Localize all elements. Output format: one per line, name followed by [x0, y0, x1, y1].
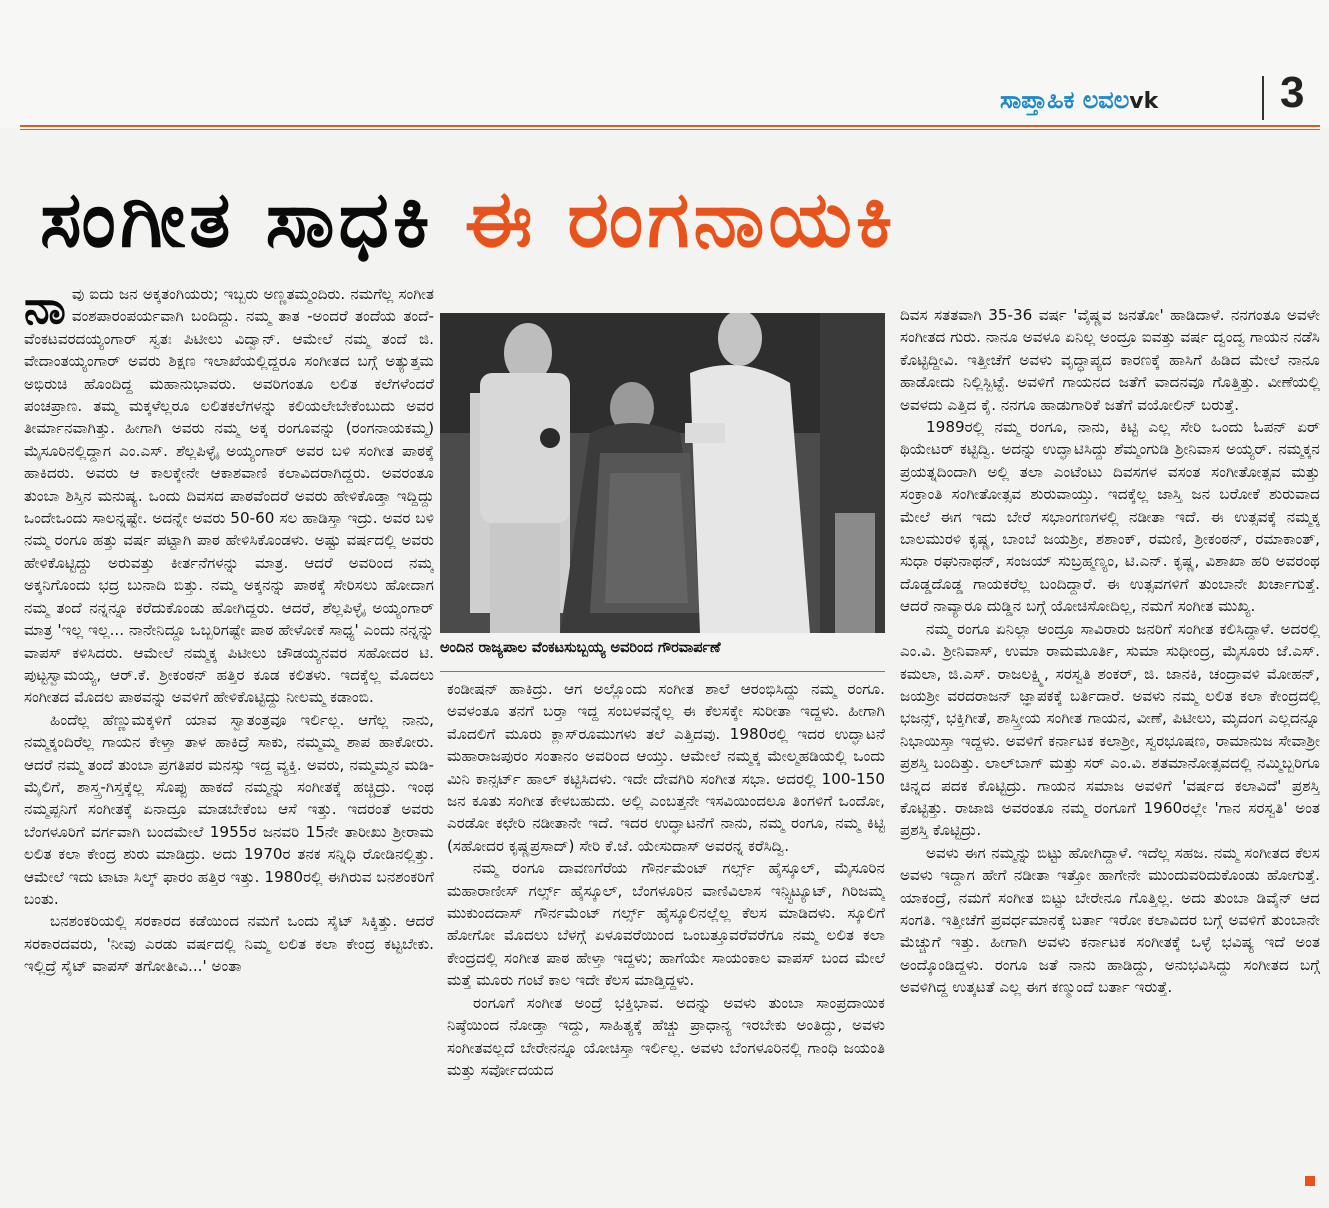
paragraph: ನಮ್ಮ ರಂಗೂ ಏನಿಲ್ಲಾ ಅಂದ್ರೂ ಸಾವಿರಾರು ಜನರಿಗೆ ಸಂಗೀತ ಕಲಿಸಿದ್ದಾಳೆ. ಅದರಲ್ಲಿ ಎಂ.ವಿ. ಶ್ರೀನಿವಾಸ್, ಉಮಾ ರಾಮಮೂರ್ತಿ, ಸುಮಾ ಸುಧೀಂದ್ರ, ಮೈಸೂರು ಜೆ.ಎಸ್. ಕಮಲಾ, ಜಿ.ಎಸ್. ರಾಜಲಕ್ಷ್ಮಿ, ಸರಸ್ವತಿ ಶಂಕರ್, ಜಿ. ಜಾನಕಿ, ಚಂದ್ರಾವಳಿ ಮೋಹನ್, ಜಯಶ್ರೀ ವರದರಾಜನ್ ಜ್ಞಾಪಕಕ್ಕೆ ಬರ್ತಿದಾರೆ. ಅವಳು ನಮ್ಮ ಲಲಿತ ಕಲಾ ಕೇಂದ್ರದಲ್ಲಿ ಭಜನ್ಸ್, ಭಕ್ತಿಗೀತೆ, ಶಾಸ್ತ್ರೀಯ ಸಂಗೀತ ಗಾಯನ, ವೀಣೆ, ಪಿಟೀಲು, ಮೃದಂಗ ಎಲ್ಲದನ್ನೂ ನಿಭಾಯಿಸ್ತಾ ಇದ್ದಳು. ಅವಳಿಗೆ ಕರ್ನಾಟಕ ಕಲಾಶ್ರೀ, ಸ್ವರಭೂಷಣ, ರಾಮಾನುಜ ಸೇವಾಶ್ರೀ ಪ್ರಶಸ್ತಿ ಬಂದಿತ್ತು. ಲಾಲ್‌ಬಾಗ್ ಮತ್ತು ಸರ್ ಎಂ.ವಿ. ಶತಮಾನೋತ್ಸವದಲ್ಲಿ ನಮ್ಮಿಬ್ಬರಿಗೂ ಚಿನ್ನದ ಪದಕ ಕೊಟ್ಟಿದ್ರು. ಗಾಯನ ಸಮಾಜ ಅವಳಿಗೆ 'ವರ್ಷದ ಕಲಾವಿದೆ' ಪ್ರಶಸ್ತಿ ಕೊಟ್ಟಿತ್ತು. ರಾಜಾಜಿ ಅವರಂತೂ ನಮ್ಮ ರಂಗೂಗೆ 1960ರಲ್ಲೇ 'ಗಾನ ಸರಸ್ವತಿ' ಅಂತ ಪ್ರಶಸ್ತಿ ಕೊಟ್ಟಿದ್ರು. — [900, 619, 1320, 840]
paragraph: ವು ಐದು ಜನ ಅಕ್ಕತಂಗಿಯರು; ಇಬ್ಬರು ಅಣ್ಣತಮ್ಮಂದಿರು. ನಮಗೆಲ್ಲ ಸಂಗೀತ ವಂಶಪಾರಂಪರ್ಯವಾಗಿ ಬಂದಿದ್ದು. ನಮ್ಮ ತಾತ -ಅಂದರೆ ತಂದೆಯ ತಂದೆ- ವೆಂಕಟವರದಯ್ಯಂಗಾರ್ ಸ್ವತಃ ಪಿಟೀಲು ವಿದ್ವಾನ್. ಆಮೇಲೆ ನಮ್ಮ ತಂದೆ ಜಿ. ವೇದಾಂತಯ್ಯಂಗಾರ್ ಅವರು ಶಿಕ್ಷಣ ಇಲಾಖೆಯಲ್ಲಿದ್ದರೂ ಸಂಗೀತದ ಬಗ್ಗೆ ಅತ್ಯುತ್ತಮ ಅಭಿರುಚಿ ಹೊಂದಿದ್ದ ಮಹಾನುಭಾವರು. ಅವರಿಗಂತೂ ಲಲಿತ ಕಲೆಗಳೆಂದರೆ ಪಂಚಪ್ರಾಣ. ತಮ್ಮ ಮಕ್ಕಳೆಲ್ಲರೂ ಲಲಿತಕಲೆಗಳನ್ನು ಕಲಿಯಲೇಬೇಕೆಂಬುದು ಅವರ ತೀರ್ಮಾನವಾಗಿತ್ತು. ಹೀಗಾಗಿ ಅವರು ನಮ್ಮ ಅಕ್ಕ ರಂಗೂವನ್ನು (ರಂಗನಾಯಕಮ್ಮ) ಮೈಸೂರಿನಲ್ಲಿದ್ದಾಗ ಎಂ.ಎಸ್. ಶೆಲ್ಲಪಿಳ್ಳೈ ಅಯ್ಯಂಗಾರ್ ಅವರ ಬಳಿ ಸಂಗೀತ ಪಾಠಕ್ಕೆ ಹಾಕಿದರು. ಅವರು ಆ ಕಾಲಕ್ಕೇನೇ ಆಕಾಶವಾಣಿ ಕಲಾವಿದರಾಗಿದ್ದರು. ಅವರಂತೂ ತುಂಬಾ ಶಿಸ್ತಿನ ಮನುಷ್ಯ. ಒಂದು ದಿವಸದ ಪಾಠವೆಂದರೆ ಅವರು ಹೇಳಿಕೊಡ್ತಾ ಇದ್ದಿದ್ದು ಒಂದೇಒಂದು ಸಾಲನ್ನಷ್ಟೇ. ಅದನ್ನೇ ಅವರು 50-60 ಸಲ ಹಾಡಿಸ್ತಾ ಇದ್ರು. ಅವರ ಬಳಿ ನಮ್ಮ ರಂಗೂ ಹತ್ತು ವರ್ಷ ಪಟ್ಟಾಗಿ ಪಾಠ ಹೇಳಿಸಿಕೊಂಡಳು. ಅಷ್ಟು ವರ್ಷದಲ್ಲಿ ಅವರು ಹೇಳಿಕೊಟ್ಟಿದ್ದು ಅರುವತ್ತು ಕೀರ್ತನೆಗಳನ್ನು ಮಾತ್ರ. ಆದರೆ ಅವರಿಂದ ನಮ್ಮ ಅಕ್ಕನಿಗೊಂದು ಭದ್ರ ಬುನಾದಿ ಬಿತ್ತು. ನಮ್ಮ ಅಕ್ಕನನ್ನು ಪಾಠಕ್ಕೆ ಸೇರಿಸಲು ಹೋದಾಗ ನಮ್ಮ ತಂದೆ ನನ್ನನ್ನೂ ಕರೆದುಕೊಂಡು ಹೋಗಿದ್ದರು. ಆದರೆ, ಶೆಲ್ಲಪಿಳ್ಳೈ ಅಯ್ಯಂಗಾರ್ ಮಾತ್ರ 'ಇಲ್ಲ ಇಲ್ಲ... ನಾನೇನಿದ್ದೂ ಒಬ್ಬರಿಗಷ್ಟೇ ಪಾಠ ಹೇಳೋಕೆ ಸಾಧ್ಯ' ಎಂದು ನನ್ನನ್ನು ವಾಪಸ್ ಕಳಿಸಿದರು. ಆಮೇಲೆ ನಮ್ಮಕ್ಕ ಪಿಟೀಲು ಚೌಡಯ್ಯನವರ ಸಹೋದರ ಟಿ. ಪುಟ್ಟಸ್ವಾಮಯ್ಯ, ಆರ್.ಕೆ. ಶ್ರೀಕಂಠನ್ ಹತ್ತಿರ ಕೂಡ ಕಲಿತಳು. ಇದಕ್ಕೆಲ್ಲ ಮೊದಲು ಸಂಗೀತದ ಮೊದಲ ಪಾಠವನ್ನು ಅವಳಿಗೆ ಹೇಳಿಕೊಟ್ಟಿದ್ದು ನೀಲಮ್ಮ ಕಡಾಂಬಿ. — [24, 285, 434, 707]
header-rule-thin — [20, 129, 1320, 130]
paragraph: ಅವಳು ಈಗ ನಮ್ಮನ್ನು ಬಿಟ್ಟು ಹೋಗಿದ್ದಾಳೆ. ಇದೆಲ್ಲ ಸಹಜ. ನಮ್ಮ ಸಂಗೀತದ ಕೆಲಸ ಅವಳು ಇದ್ದಾಗ ಹೇಗೆ ನಡೀತಾ ಇತ್ತೋ ಹಾಗೇನೇ ಮುಂದುವರಿದುಕೊಂಡು ಹೋಗುತ್ತೆ. ಯಾಕಂದ್ರೆ, ನಮಗೆ ಸಂಗೀತ ಬಿಟ್ಟು ಬೇರೇನೂ ಗೊತ್ತಿಲ್ಲ. ಅದು ತುಂಬಾ ಡಿವೈನ್ ಆದ ಸಂಗತಿ. ಇತ್ತೀಚೆಗೆ ಪ್ರವರ್ಧಮಾನಕ್ಕೆ ಬರ್ತಾ ಇರೋ ಕಲಾವಿದರ ಬಗ್ಗೆ ಅವಳಿಗೆ ತುಂಬಾನೇ ಮೆಚ್ಚುಗೆ ಇತ್ತು. ಹೀಗಾಗಿ ಅವಳು ಕರ್ನಾಟಕ ಸಂಗೀತಕ್ಕೆ ಒಳ್ಳೆ ಭವಿಷ್ಯ ಇದೆ ಅಂತ ಅಂದ್ಕೊಂಡಿದ್ದಳು. ರಂಗೂ ಜತೆ ನಾನು ಹಾಡಿದ್ದು, ಅನುಭವಿಸಿದ್ದು ಸಂಗೀತದ ಬಗ್ಗೆ ಅವಳಿಗಿದ್ದ ಉತ್ಕಟತೆ ಎಲ್ಲ ಈಗ ಕಣ್ಮುಂದೆ ಬರ್ತಾ ಇರುತ್ತೆ. — [900, 843, 1320, 997]
article-end-mark — [1305, 1176, 1315, 1186]
headline-part-black: ಸಂಗೀತ ಸಾಧಕಿ — [40, 175, 434, 265]
headline — [40, 165, 1300, 280]
article-column-3 — [900, 304, 1320, 1194]
paragraph: ಹಿಂದೆಲ್ಲ ಹೆಣ್ಣುಮಕ್ಕಳಿಗೆ ಯಾವ ಸ್ವಾತಂತ್ರವೂ ಇರ್ಲಿಲ್ಲ. ಆಗೆಲ್ಲ ನಾನು, ನಮ್ಮಕ್ಕಂದಿರೆಲ್ಲ ಗಾಯನ ಕೇಳ್ತಾ ತಾಳ ಹಾಕಿದ್ರೆ ಸಾಕು, ನಮ್ಮಮ್ಮ ಶಾಪ ಹಾಕೋರು. ಆದರೆ ನಮ್ಮ ತಂದೆ ತುಂಬಾ ಪ್ರಗತಿಪರ ಮನಸ್ಸು ಇದ್ದ ವ್ಯಕ್ತಿ. ಅವರು, ನಮ್ಮಮ್ಮನ ಮಡಿ-ಮೈಲಿಗೆ, ಶಾಸ್ತ್ರ-ಗಿಸ್ತಕ್ಕೆಲ್ಲ ಸೊಪ್ಪು ಹಾಕದೆ ನಮ್ಮನ್ನು ಸಂಗೀತಕ್ಕೆ ಹಚ್ಚಿದ್ರು. ಇಂಥ ನಮ್ಮಪ್ಪನಿಗೆ ಸಂಗೀತಕ್ಕೆ ಏನಾದ್ರೂ ಮಾಡಬೇಕೆಂಬ ಆಸೆ ಇತ್ತು. ಇದರಂತೆ ಅವರು ಬೆಂಗಳೂರಿಗೆ ವರ್ಗವಾಗಿ ಬಂದಮೇಲೆ 1955ರ ಜನವರಿ 15ನೇ ತಾರೀಖು ಶ್ರೀರಾಮ ಲಲಿತ ಕಲಾ ಕೇಂದ್ರ ಶುರು ಮಾಡಿದ್ರು. ಅದು 1970ರ ತನಕ ಸನ್ನಿಧಿ ರೋಡಿನಲ್ಲಿತ್ತು. ಆಮೇಲೆ ಇದು ಟಾಟಾ ಸಿಲ್ಕ್ ಫಾರಂ ಹತ್ತಿರ ಇತ್ತು. 1980ರಲ್ಲಿ ಈಗಿರುವ ಬನಶಂಕರಿಗೆ ಬಂತು. — [24, 710, 434, 908]
caption-rule — [440, 671, 885, 672]
page-number-divider — [1262, 76, 1264, 120]
drop-cap: ನಾ — [24, 283, 66, 334]
headline-part-orange: ಈ ರಂಗನಾಯಕಿ — [464, 175, 897, 265]
paragraph: 1989ರಲ್ಲಿ ನಮ್ಮ ರಂಗೂ, ನಾನು, ಕಿಟ್ಟಿ ಎಲ್ಲ ಸೇರಿ ಒಂದು ಓಪನ್ ಏರ್ ಥಿಯೇಟರ್ ಕಟ್ಟಿದ್ವಿ. ಅದನ್ನು ಉದ್ಘಾಟಿಸಿದ್ದು ಶೆಮ್ಮಂಗುಡಿ ಶ್ರೀನಿವಾಸ ಅಯ್ಯರ್. ನಮ್ಮಕ್ಕನ ಪ್ರಯತ್ನದಿಂದಾಗಿ ಅಲ್ಲಿ ತಲಾ ಎಂಟೆಂಟು ದಿವಸಗಳ ವಸಂತ ಸಂಗೀತೋತ್ಸವ ಮತ್ತು ಸಂಕ್ರಾಂತಿ ಸಂಗೀತೋತ್ಸವ ಶುರುವಾಯ್ತು. ಇದಕ್ಕೆಲ್ಲ ಜಾಸ್ತಿ ಜನ ಬರೋಕೆ ಶುರುವಾದ ಮೇಲೆ ಈಗ ಇದು ಬೇರೆ ಸಭಾಂಗಣಗಳಲ್ಲಿ ನಡೀತಾ ಇದೆ. ಈ ಉತ್ಸವಕ್ಕೆ ನಮ್ಮಕ್ಕ ಬಾಲಮುರಳಿ ಕೃಷ್ಣ, ಬಾಂಬೆ ಜಯಶ್ರೀ, ಶಶಾಂಕ್, ರಮಣಿ, ಶ್ರೀಕಂಠನ್, ರಮಾಕಾಂತ್, ಸುಧಾ ರಘುನಾಥನ್, ಸಂಜಯ್ ಸುಬ್ರಹ್ಮಣ್ಯಂ, ಟಿ.ಎನ್. ಕೃಷ್ಣ, ವಿಶಾಖಾ ಹರಿ ಅವರಂಥ ದೊಡ್ಡದೊಡ್ಡ ಗಾಯಕರೆಲ್ಲ ಬಂದಿದ್ದಾರೆ. ಈ ಉತ್ಸವಗಳಿಗೆ ತುಂಬಾನೇ ಖರ್ಚಾಗುತ್ತೆ. ಆದರೆ ನಾವ್ಯಾರೂ ದುಡ್ಡಿನ ಬಗ್ಗೆ ಯೋಚಿಸೋದಿಲ್ಲ, ನಮಗೆ ಸಂಗೀತ ಮುಖ್ಯ. — [900, 418, 1320, 616]
photo-caption: ಅಂದಿನ ರಾಜ್ಯಪಾಲ ವೆಂಕಟಸುಬ್ಬಯ್ಯ ಅವರಿಂದ ಗೌರವಾರ್ಪಣೆ — [440, 640, 721, 656]
article-column-2 — [447, 678, 885, 1193]
paragraph: ಬನಶಂಕರಿಯಲ್ಲಿ ಸರಕಾರದ ಕಡೆಯಿಂದ ನಮಗೆ ಒಂದು ಸೈಟ್ ಸಿಕ್ಕಿತ್ತು. ಆದರೆ ಸರಕಾರದವರು, 'ನೀವು ಎರಡು ವರ್ಷದಲ್ಲಿ ನಿಮ್ಮ ಲಲಿತ ಕಲಾ ಕೇಂದ್ರ ಕಟ್ಟಬೇಕು. ಇಲ್ಲಿದ್ರೆ ಸೈಟ್ ವಾಪಸ್ ತಗೋತೀವಿ...' ಅಂತಾ — [24, 912, 434, 976]
paragraph: ದಿವಸ ಸತತವಾಗಿ 35-36 ವರ್ಷ 'ವೈಷ್ಣವ ಜನತೋ' ಹಾಡಿದಾಳೆ. ನನಗಂತೂ ಅವಳೇ ಸಂಗೀತದ ಗುರು. ನಾನೂ ಅವಳೂ ಏನಿಲ್ಲ ಅಂದ್ರೂ ಐವತ್ತು ವರ್ಷ ದ್ವಂದ್ವ ಗಾಯನ ನಡೆಸಿ ಕೊಟ್ಟಿದ್ದೀವಿ. ಇತ್ತೀಚೆಗೆ ಅವಳು ವೃದ್ಧಾಪ್ಯದ ಕಾರಣಕ್ಕೆ ಹಾಸಿಗೆ ಹಿಡಿದ ಮೇಲೆ ನಾನೂ ಹಾಡೋದು ನಿಲ್ಲಿಸ್ಬಿಟ್ಟೆ. ಅವಳಿಗೆ ಗಾಯನದ ಜತೆಗೆ ವಾದನವೂ ಗೊತ್ತಿತ್ತು. ವೀಣೆಯಲ್ಲಿ ಅವಳದು ಎತ್ತಿದ ಕೈ. ನನಗೂ ಹಾಡುಗಾರಿಕೆ ಜತೆಗೆ ವಯೋಲಿನ್ ಬರುತ್ತೆ. — [900, 306, 1320, 414]
header-rule — [20, 125, 1320, 127]
paragraph: ರಂಗೂಗೆ ಸಂಗೀತ ಅಂದ್ರೆ ಭಕ್ತಿಭಾವ. ಅದನ್ನು ಅವಳು ತುಂಬಾ ಸಾಂಪ್ರದಾಯಿಕ ನಿಷ್ಠೆಯಿಂದ ನೋಡ್ತಾ ಇದ್ದು, ಸಾಹಿತ್ಯಕ್ಕೆ ಹೆಚ್ಚು ಪ್ರಾಧಾನ್ಯ ಇರಬೇಕು ಅಂತಿದ್ದು, ಅವಳು ಸಂಗೀತವಲ್ಲದೆ ಬೇರೇನನ್ನೂ ಯೋಚಿಸ್ತಾ ಇರ್ಲಿಲ್ಲ. ಅವಳು ಬೆಂಗಳೂರಿನಲ್ಲಿ ಗಾಂಧಿ ಜಯಂತಿ ಮತ್ತು ಸರ್ವೋದಯದ — [447, 993, 885, 1079]
award-photo — [440, 313, 885, 633]
paragraph: ನಮ್ಮ ರಂಗೂ ದಾವಣಗೆರೆಯ ಗೌರ್ನಮೆಂಟ್ ಗರ್ಲ್ಸ್ ಹೈಸ್ಕೂಲ್, ಮೈಸೂರಿನ ಮಹಾರಾಣೀಸ್ ಗರ್ಲ್ಸ್ ಹೈಸ್ಕೂಲ್, ಬೆಂಗಳೂರಿನ ವಾಣಿವಿಲಾಸ ಇನ್ಸ್ಟಿಟ್ಯೂಟ್, ಗಿರಿಜಮ್ಮ ಮುಕುಂದದಾಸ್ ಗೌರ್ನಮೆಂಟ್ ಗರ್ಲ್ಸ್ ಹೈಸ್ಕೂಲಿನಲ್ಲೆಲ್ಲ ಕೆಲಸ ಮಾಡಿದಳು. ಸ್ಕೂಲಿಗೆ ಹೋಗೋ ಮೊದಲು ಬೆಳಗ್ಗೆ ಏಳೂವರೆಯಿಂದ ಒಂಬತ್ತೂವರೆವರೆಗೂ ನಮ್ಮ ಲಲಿತ ಕಲಾ ಕೇಂದ್ರದಲ್ಲಿ ಸಂಗೀತ ಪಾಠ ಹೇಳ್ತಾ ಇದ್ದಳು; ಹಾಗೆಯೇ ಸಾಯಂಕಾಲ ವಾಪಸ್ ಬಂದ ಮೇಲೆ ಮತ್ತೆ ಮೂರು ಗಂಟೆ ಕಾಲ ಇದೇ ಕೆಲಸ ಮಾಡ್ತಿದ್ದಳು. — [447, 859, 885, 990]
article-column-1 — [24, 283, 434, 1193]
page-number: 3 — [1280, 68, 1305, 117]
section-name: ಸಾಪ್ತಾಹಿಕ ಲವಲ — [1000, 86, 1130, 114]
section-brand-logo: vk — [1129, 89, 1159, 114]
section-title — [1000, 86, 1158, 114]
paragraph: ಕಂಡೀಷನ್ ಹಾಕಿದ್ರು. ಆಗ ಅಲ್ಲೊಂದು ಸಂಗೀತ ಶಾಲೆ ಆರಂಭಿಸಿದ್ದು ನಮ್ಮ ರಂಗೂ. ಅವಳಂತೂ ತನಗೆ ಬರ್‍ತಾ ಇದ್ದ ಸಂಬಳವನ್ನೆಲ್ಲ ಈ ಕೆಲಸಕ್ಕೇ ಸುರೀತಾ ಇದ್ದಳು. ಹೀಗಾಗಿ ಮೊದಲಿಗೆ ಮೂರು ಕ್ಲಾಸ್‌ರೂಮುಗಳು ತಲೆ ಎತ್ತಿದವು. 1980ರಲ್ಲಿ ಇದರ ಉದ್ಘಾಟನೆ ಮಹಾರಾಜಪುರಂ ಸಂತಾನಂ ಅವರಿಂದ ಆಯ್ತು. ಆಮೇಲೆ ನಮ್ಮಕ್ಕ ಮೇಲ್ಮಹಡಿಯಲ್ಲಿ ಒಂದು ಮಿನಿ ಕಾನ್ಸರ್ಟ್ ಹಾಲ್ ಕಟ್ಟಿಸಿದಳು. ಇದೇ ದೇವಗಿರಿ ಸಂಗೀತ ಸಭಾ. ಅದರಲ್ಲಿ 100-150 ಜನ ಕೂತು ಸಂಗೀತ ಕೇಳಬಹುದು. ಅಲ್ಲಿ ಎಂಬತ್ತನೇ ಇಸವಿಯಿಂದಲೂ ತಿಂಗಳಿಗೆ ಒಂದೋ, ಎರಡೋ ಕಛೇರಿ ನಡೀತಾನೇ ಇದೆ. ಇದರ ಉದ್ಘಾಟನೆಗೆ ನಾನು, ನಮ್ಮ ರಂಗೂ, ನಮ್ಮ ಕಿಟ್ಟಿ (ಸಹೋದರ ಕೃಷ್ಣಪ್ರಸಾದ್) ಸೇರಿ ಕೆ.ಜೆ. ಯೇಸುದಾಸ್ ಅವರನ್ನ ಕರೆಸಿದ್ವಿ. — [447, 680, 885, 855]
